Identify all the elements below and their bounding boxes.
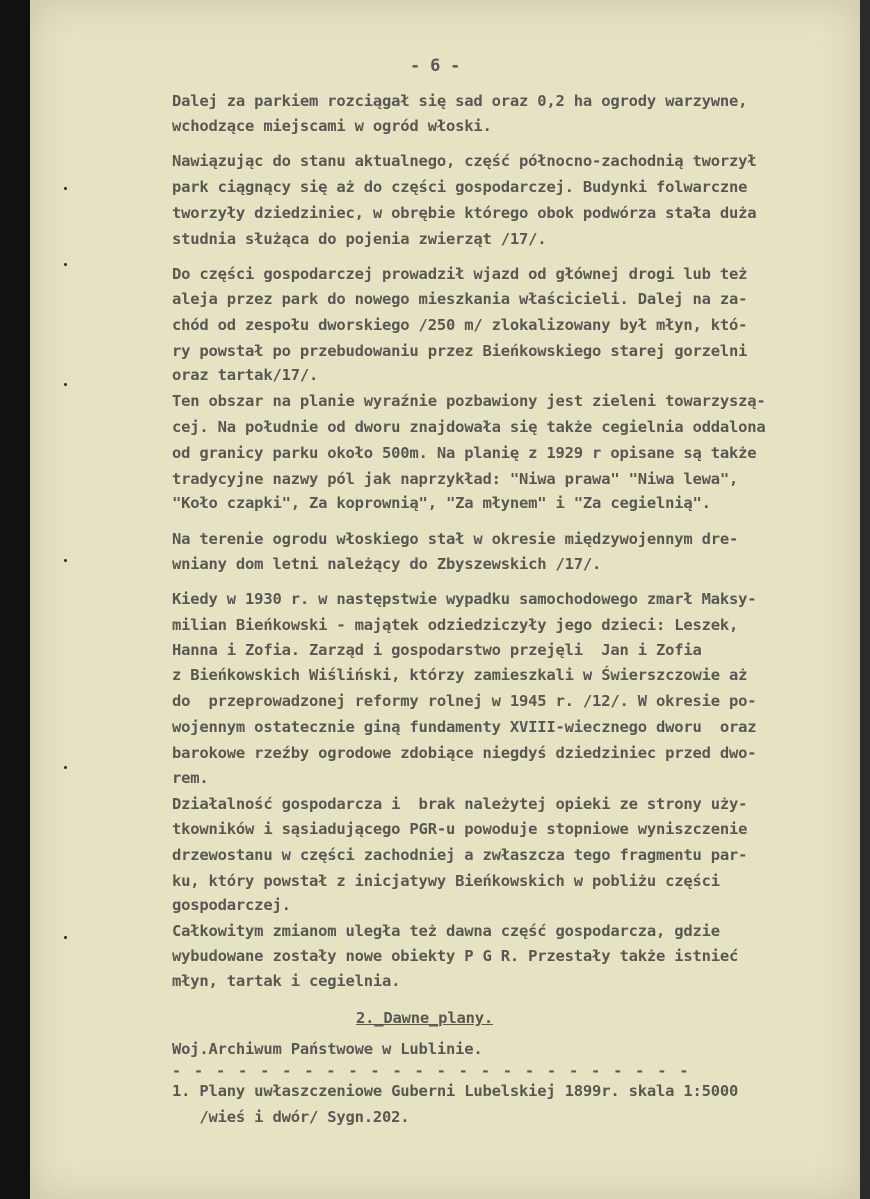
text-line: Dalej za parkiem rozciągał się sad oraz 0,2 ha ogrody warzywne, (172, 92, 748, 110)
text-line: park ciągnący się aż do części gospodarczej. Budynki folwarczne (172, 178, 748, 196)
text-line: wniany dom letni należący do Zbyszewskich /17/. (172, 555, 602, 573)
text-line: tradycyjne nazwy pól jak naprzykład: "Niwa prawa" "Niwa lewa", (172, 470, 739, 488)
text-line: wchodzące miejscami w ogród włoski. (172, 117, 492, 135)
margin-mark (64, 263, 67, 266)
text-line: oraz tartak/17/. (172, 366, 319, 384)
text-line: barokowe rzeźby ogrodowe zdobiące niegdyś dziedziniec przed dwo- (172, 744, 757, 762)
text-line: Na terenie ogrodu włoskiego stał w okresie międzywojennym dre- (172, 530, 739, 548)
text-line: Hanna i Zofia. Zarząd i gospodarstwo przejęli Jan i Zofia (172, 641, 702, 659)
text-line: rem. (172, 769, 209, 787)
text-line: Do części gospodarczej prowadził wjazd od głównej drogi lub też (172, 265, 748, 283)
text-line: aleja przez park do nowego mieszkania właścicieli. Dalej na za- (172, 290, 748, 308)
text-line: młyn, tartak i cegielnia. (172, 972, 401, 990)
text-line: Działalność gospodarcza i brak należytej opieki ze strony uży- (172, 795, 748, 813)
scan-edge (860, 0, 870, 1199)
text-line: tkowników i sąsiadującego PGR-u powoduje stopniowe wyniszczenie (172, 820, 748, 838)
margin-mark (64, 187, 67, 190)
dashed-rule: - - - - - - - - - - - - - - - - - - - - - - - - (172, 1062, 691, 1080)
text-line: Kiedy w 1930 r. w następstwie wypadku samochodowego zmarł Maksy- (172, 590, 757, 608)
text-line: cej. Na południe od dworu znajdowała się także cegielnia oddalona (172, 418, 766, 436)
text-line: chód od zespołu dworskiego /250 m/ zlokalizowany był młyn, któ- (172, 316, 748, 334)
text-line: ry powstał po przebudowaniu przez Bieńkowskiego starej gorzelni (172, 342, 748, 360)
text-line: "Koło czapki", Za koprownią", "Za młynem" i "Za cegielnią". (172, 494, 711, 512)
text-line: wojennym ostatecznie giną fundamenty XVIII-wiecznego dworu oraz (172, 718, 757, 736)
text-line: gospodarczej. (172, 896, 291, 914)
list-item: /wieś i dwór/ Sygn.202. (172, 1108, 410, 1126)
text-line: studnia służąca do pojenia zwierząt /17/. (172, 230, 547, 248)
archive-name: Woj.Archiwum Państwowe w Lublinie. (172, 1040, 483, 1058)
text-line: milian Bieńkowski - majątek odziedziczyły jego dzieci: Leszek, (172, 616, 739, 634)
margin-mark (64, 559, 67, 562)
list-item: 1. Plany uwłaszczeniowe Guberni Lubelskiej 1899r. skala 1:5000 (172, 1082, 739, 1100)
page-number: - 6 - (410, 56, 461, 76)
text-line: Całkowitym zmianom uległa też dawna część gospodarcza, gdzie (172, 922, 720, 940)
text-line: do przeprowadzonej reformy rolnej w 1945 r. /12/. W okresie po- (172, 692, 757, 710)
text-line: Nawiązując do stanu aktualnego, część północno-zachodnią tworzył (172, 152, 757, 170)
margin-mark (64, 936, 67, 939)
text-line: Ten obszar na planie wyraźnie pozbawiony jest zieleni towarzyszą- (172, 392, 766, 410)
margin-mark (64, 383, 67, 386)
text-line: z Bieńkowskich Wiśliński, którzy zamieszkali w Świerszczowie aż (172, 666, 748, 684)
section-heading: 2._Dawne_plany. (356, 1009, 493, 1027)
text-line: od granicy parku około 500m. Na planię z 1929 r opisane są także (172, 444, 757, 462)
text-line: tworzyły dziedziniec, w obrębie którego obok podwórza stała duża (172, 204, 757, 222)
text-line: drzewostanu w części zachodniej a zwłaszcza tego fragmentu par- (172, 846, 748, 864)
text-line: ku, który powstał z inicjatywy Bieńkowskich w pobliżu części (172, 872, 720, 890)
text-line: wybudowane zostały nowe obiekty P G R. Przestały także istnieć (172, 947, 739, 965)
margin-mark (64, 766, 67, 769)
